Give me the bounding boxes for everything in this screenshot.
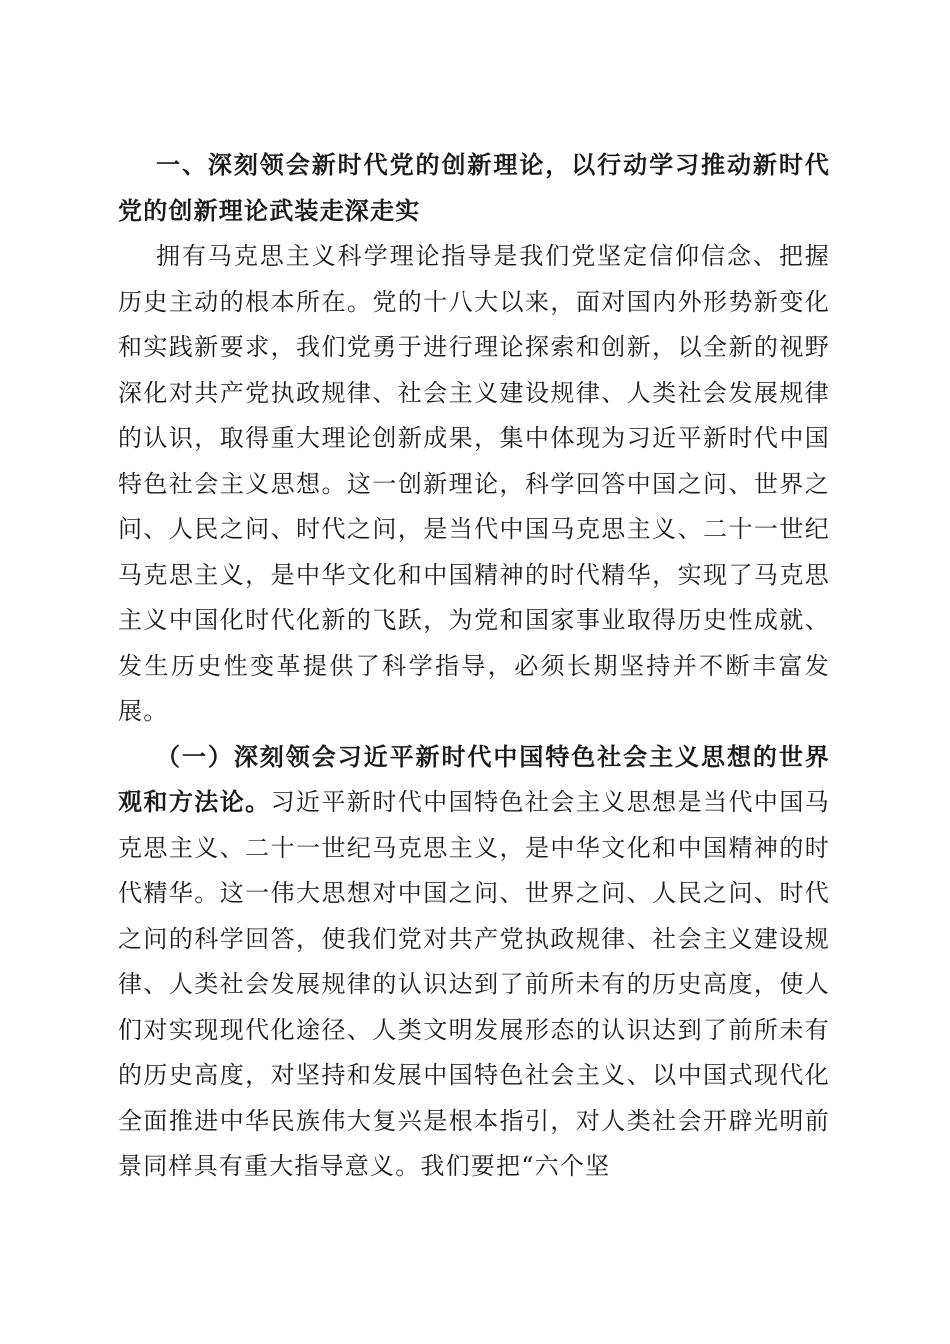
- subsection-body: 习近平新时代中国特色社会主义思想是当代中国马克思主义、二十一世纪马克思主义，是中华文化和中国精神的时代精华。这一伟大思想对中国之问、世界之问、人民之问、时代之问的科学回答，使我们党对共产党执政规律、社会主义建设规律、人类社会发展规律的认识达到了前所未有的历史高度，使人们对实现现代化途径、人类文明发展形态的认识达到了前所未有的历史高度，对坚持和发展中国特色社会主义、以中国式现代化全面推进中华民族伟大复兴是根本指引，对人类社会开辟光明前景同样具有重大指导意义。我们要把“六个坚: [118, 788, 830, 1180]
- document-body: [118, 143, 830, 1190]
- section-heading: 一、深刻领会新时代党的创新理论，以行动学习推动新时代党的创新理论武装走深走实: [118, 151, 830, 225]
- body-paragraph: 拥有马克思主义科学理论指导是我们党坚定信仰信念、把握历史主动的根本所在。党的十八大以来，面对国内外形势新变化和实践新要求，我们党勇于进行理论探索和创新，以全新的视野深化对共产党执政规律、社会主义建设规律、人类社会发展规律的认识，取得重大理论创新成果，集中体现为习近平新时代中国特色社会主义思想。这一创新理论，科学回答中国之问、世界之问、人民之问、时代之问，是当代中国马克思主义、二十一世纪马克思主义，是中华文化和中国精神的时代精华，实现了马克思主义中国化时代化新的飞跃，为党和国家事业取得历史性成就、发生历史性变革提供了科学指导，必须长期坚持并不断丰富发展。: [118, 242, 830, 725]
- body-paragraph: [118, 735, 830, 1190]
- subsection-heading: （一）深刻领会习近平新时代中国特色社会主义思想的世界观和方法论。: [118, 742, 830, 816]
